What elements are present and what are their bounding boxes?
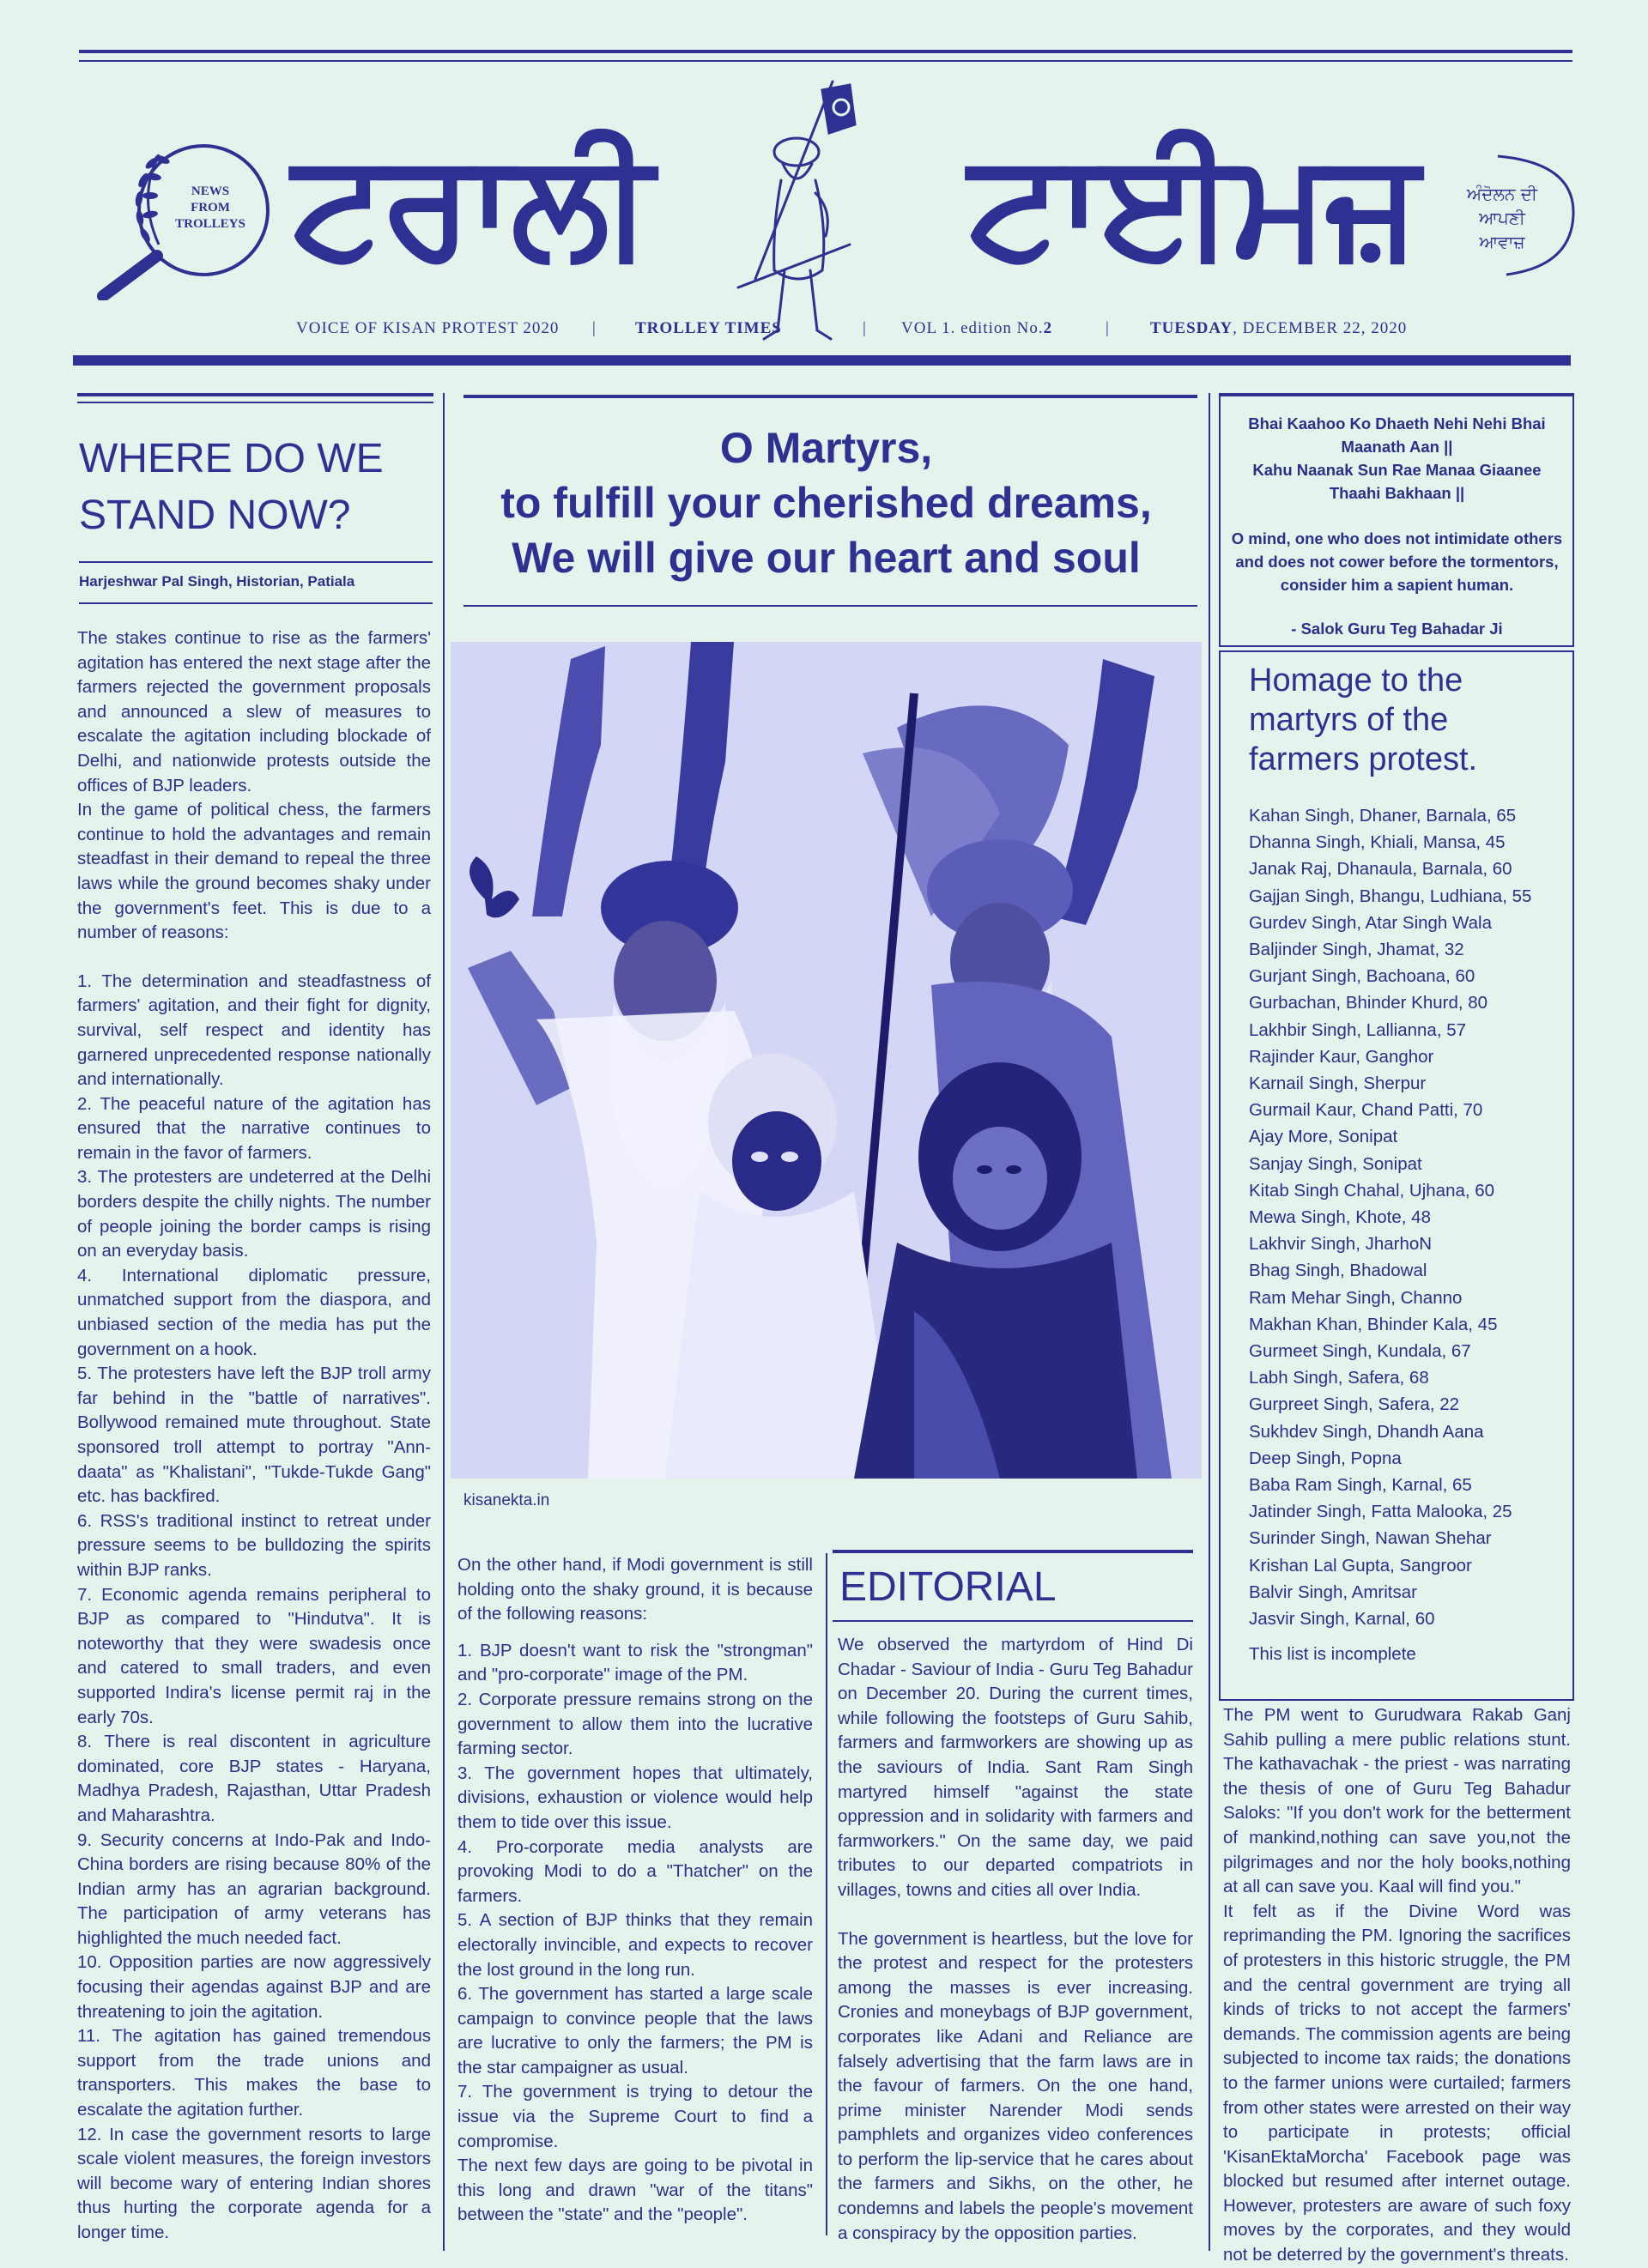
quote-line-4: Thaahi Bakhaan || <box>1329 484 1465 502</box>
left-point-1: 1. The determination and steadfastness of farmers' agitation, and their fight for dignity, survival, self respect and identity has garnered unprecedented response nationally and internationally. <box>77 971 431 1090</box>
center-point-6: 6. The government has started a large scale campaign to convince people that the laws are lucrative to only the farmers; the PM is the star campaigner as usual. <box>457 1984 813 2077</box>
left-col-rule-top2 <box>77 402 433 403</box>
martyr-item: Surinder Singh, Nawan Shehar <box>1249 1528 1492 1549</box>
logo-text <box>163 184 258 233</box>
left-point-9: 9. Security concerns at Indo-Pak and Indo-China borders are rising because 80% of the Indian army has an agrarian background. The participation of army veterans has highlighted the much needed fact. <box>77 1830 431 1948</box>
left-point-4: 4. International diplomatic pressure, unmatched support from the diaspora, and unbiased section of the media has put the government on a hook. <box>77 1265 431 1359</box>
right-story-para-2: It felt as if the Divine Word was reprimanding the PM. Ignoring the sacrifices of protesters in this historic struggle, the PM and the central government are trying all kinds of tricks to not accept the farmers' demands. The commission agents are being subjected to income tax raids; the donations to the farmer unions were curtailed; farmers from other states were arrested on their way to participate in protests; official 'KisanEktaMorcha' Facebook page was blocked but resumed after internet outage. However, protesters are aware of such foxy moves by the corporates, and they would not be deterred by the government's threats. <box>1223 1901 1571 2265</box>
martyr-item: Gurmail Kaur, Chand Patti, 70 <box>1249 1100 1483 1121</box>
left-point-7: 7. Economic agenda remains peripheral to BJP as compared to "Hindutva". It is noteworthy that they were swadesis once and catered to small traders, and even supported Indira's license permit raj in the early 70s. <box>77 1584 431 1727</box>
gurbani-quote <box>1223 412 1571 640</box>
right-col-divider <box>1209 393 1210 2251</box>
logo-line-3: TROLLEYS <box>175 217 245 231</box>
martyr-item: Jasvir Singh, Karnal, 60 <box>1249 1609 1435 1630</box>
meta-date <box>1150 319 1407 338</box>
center-point-3: 3. The government hopes that ultimately, divisions, exhaustion or violence would help them to tide over this issue. <box>457 1763 813 1832</box>
editorial-divider <box>826 1553 827 2235</box>
martyr-item: Mewa Singh, Khote, 48 <box>1249 1207 1431 1228</box>
martyr-item: Labh Singh, Safera, 68 <box>1249 1368 1429 1388</box>
tagline-line-2: ਆਪਣੀ <box>1479 208 1525 228</box>
martyr-item: Gurbachan, Bhinder Khurd, 80 <box>1249 993 1488 1013</box>
editorial-rule-top <box>833 1550 1193 1553</box>
martyr-item: Kahan Singh, Dhaner, Barnala, 65 <box>1249 806 1517 826</box>
left-byline-rule <box>79 602 433 604</box>
tagline-line-3: ਆਵਾਜ਼ <box>1479 232 1525 252</box>
martyr-item: Lakhvir Singh, JharhoN <box>1249 1234 1433 1255</box>
martyr-item: Sanjay Singh, Sonipat <box>1249 1153 1422 1174</box>
headline-line-1: O Martyrs, <box>719 424 933 472</box>
center-point-1: 1. BJP doesn't want to risk the "strongman" and "pro-corporate" image of the PM. <box>457 1640 813 1685</box>
center-outro: The next few days are going to be pivotal in this long and drawn "war of the titans" between the "state" and the "people". <box>457 2156 813 2225</box>
tagline-circle-arc <box>1489 146 1584 283</box>
right-story-body <box>1223 1703 1571 2268</box>
martyr-item: Baba Ram Singh, Karnal, 65 <box>1249 1475 1472 1496</box>
martyr-item: Dhanna Singh, Khiali, Mansa, 45 <box>1249 832 1506 853</box>
quote-attribution: - Salok Guru Teg Bahadar Ji <box>1291 620 1503 638</box>
martyr-item: Ram Mehar Singh, Channo <box>1249 1287 1463 1308</box>
left-point-6: 6. RSS's traditional instinct to retreat under pressure seems to be bulldozing the spirits within BJP ranks. <box>77 1510 431 1580</box>
left-article-body <box>77 626 431 2246</box>
meta-day: TUESDAY <box>1150 319 1233 337</box>
left-intro-2: In the game of political chess, the farmers continue to hold the advantages and remain steadfast in their demand to repeal the three laws while the ground becomes shaky under the government's feet. This is due to a number of reasons: <box>77 800 431 943</box>
quote-line-2: Maanath Aan || <box>1341 438 1453 456</box>
logo-line-1: NEWS <box>191 184 230 198</box>
martyr-item: Makhan Khan, Bhinder Kala, 45 <box>1249 1314 1498 1334</box>
martyr-item: Lakhbir Singh, Lallianna, 57 <box>1249 1019 1467 1040</box>
farmer-with-flag-illustration <box>721 73 876 348</box>
center-point-5: 5. A section of BJP thinks that they remain electorally invincible, and expects to recover the lost ground in the long run. <box>457 1910 813 1980</box>
meta-volume <box>901 319 1052 338</box>
martyr-item: Jatinder Singh, Fatta Malooka, 25 <box>1249 1502 1512 1522</box>
left-point-5: 5. The protesters have left the BJP troll army far behind in the "battle of narratives". Bollywood remained mute throughout. State sponsored troll attempt to portray "Ann-daata" as "Khalistani", "Tukde-Tukde Gang" etc. has backfired. <box>77 1364 431 1507</box>
top-rule-thin <box>79 60 1572 62</box>
left-intro: The stakes continue to rise as the farmers' agitation has entered the next stage after the farmers rejected the government proposals and announced a slew of measures to escalate the agitation including blockade of Delhi, and nationwide protests outside the offices of BJP leaders. <box>77 628 431 795</box>
quote-line-3: Kahu Naanak Sun Rae Manaa Giaanee <box>1252 461 1542 479</box>
martyr-item: Kitab Singh Chahal, Ujhana, 60 <box>1249 1180 1495 1201</box>
center-point-2: 2. Corporate pressure remains strong on the government to allow them into the lucrative farming sector. <box>457 1689 813 1759</box>
meta-sep-3: | <box>1106 319 1110 337</box>
editorial-para-1: We observed the martyrdom of Hind Di Chadar - Saviour of India - Guru Teg Bahadur on December 20. During the current times, while following the footsteps of Guru Sahib, farmers and farmworkers are showing up as the saviours of India. Sant Ram Singh martyred himself "against the state oppression and in solidarity with farmers and farmworkers." On the same day, we paid tributes to our departed compatriots in villages, towns and cities all over India. <box>838 1635 1193 1900</box>
left-col-rule-top <box>77 393 433 396</box>
martyr-item: Krishan Lal Gupta, Sangroor <box>1249 1555 1472 1576</box>
left-point-2: 2. The peaceful nature of the agitation has ensured that the narrative continues to remain in the favor of farmers. <box>77 1093 431 1163</box>
left-point-10: 10. Opposition parties are now aggressively focusing their agendas against BJP and are threatening to join the agitation. <box>77 1952 431 2022</box>
center-headline-rule <box>464 605 1197 607</box>
tagline-line-1: ਅੰਦੋਲਨ ਦੀ <box>1466 184 1538 204</box>
martyrs-list <box>1249 802 1531 1668</box>
masthead-rule-thick <box>73 355 1571 366</box>
left-point-3: 3. The protesters are undeterred at the Delhi borders despite the chilly nights. The number of people joining the border camps is rising on an everyday basis. <box>77 1167 431 1261</box>
martyr-item: Rajinder Kaur, Ganghor <box>1249 1046 1434 1067</box>
quote-line-1: Bhai Kaahoo Ko Dhaeth Nehi Nehi Bhai <box>1248 414 1546 432</box>
martyr-item: Karnail Singh, Sherpur <box>1249 1074 1427 1094</box>
martyr-item: Baljinder Singh, Jhamat, 32 <box>1249 940 1464 960</box>
image-credit: kisanekta.in <box>464 1491 550 1509</box>
headline-line-3: We will give our heart and soul <box>512 534 1141 582</box>
left-point-8: 8. There is real discontent in agriculture dominated, core BJP states - Haryana, Madhya Pradesh, Rajasthan, Uttar Pradesh and Maharashtra. <box>77 1732 431 1825</box>
left-heading-line-2: STAND NOW? <box>79 493 351 538</box>
protest-painting <box>451 642 1202 1479</box>
left-point-12: 12. In case the government resorts to large scale violent measures, the foreign investors will become wary of entering Indian shores thus hurting the corporate agenda for a longer time. <box>77 2124 431 2242</box>
martyr-item: Bhag Singh, Bhadowal <box>1249 1261 1427 1281</box>
center-point-7: 7. The government is trying to detour the issue via the Supreme Court to find a compromise. <box>457 2082 813 2151</box>
left-col-divider <box>443 393 445 2251</box>
title-part-2: ਟਾਈਮਜ਼ <box>967 120 1416 290</box>
martyr-item: Balvir Singh, Amritsar <box>1249 1582 1417 1602</box>
meta-volume-num: 2 <box>1043 319 1053 337</box>
meta-name: TROLLEY TIMES <box>635 319 782 337</box>
meta-volume-label: VOL 1. edition No. <box>901 319 1044 337</box>
editorial-heading: EDITORIAL <box>839 1564 1057 1610</box>
meta-sep-2: | <box>863 319 867 337</box>
right-story-para-1: The PM went to Gurudwara Rakab Ganj Sahib pulling a mere public relations stunt. The kathavachak - the priest - was narrating the thesis of one of Guru Teg Bahadur Saloks: "If you don't work for the betterment of mankind,nothing can save you,not the pilgrimages and nor the holy books,nothing at all can save you. Kaal will find you." <box>1223 1705 1571 1897</box>
martyr-item: Gajjan Singh, Bhangu, Ludhiana, 55 <box>1249 886 1532 906</box>
martyr-item: Gurpreet Singh, Safera, 22 <box>1249 1394 1460 1415</box>
editorial-body <box>838 1633 1193 2246</box>
martyr-item: Gurdev Singh, Atar Singh Wala <box>1249 912 1492 933</box>
editorial-heading-rule <box>833 1620 1193 1622</box>
meta-sep-1: | <box>592 319 597 337</box>
left-heading-line-1: WHERE DO WE <box>79 436 384 481</box>
center-intro: On the other hand, if Modi government is still holding onto the shaky ground, it is because of the following reasons: <box>457 1555 813 1624</box>
martyr-item: Ajay More, Sonipat <box>1249 1127 1398 1147</box>
center-headline <box>459 420 1193 585</box>
list-note: This list is incomplete <box>1249 1644 1416 1665</box>
martyr-item: Gurmeet Singh, Kundala, 67 <box>1249 1341 1471 1362</box>
homage-heading: Homage to the martyrs of the farmers protest. <box>1249 662 1478 777</box>
left-byline: Harjeshwar Pal Singh, Historian, Patiala <box>79 573 355 590</box>
martyr-item: Deep Singh, Popna <box>1249 1448 1402 1468</box>
martyr-item: Sukhdev Singh, Dhandh Aana <box>1249 1421 1484 1442</box>
martyr-item: Janak Raj, Dhanaula, Barnala, 60 <box>1249 859 1512 880</box>
logo-line-2: FROM <box>191 201 230 215</box>
editorial-para-2: The government is heartless, but the love for the protest and respect for the protesters among the masses is ever increasing. Cronies and moneybags of BJP government, corporates like Adani and Reliance are falsely advertising that the farm laws are in the favour of farmers. On the one hand, prime minister Narender Modi sends pamphlets and organizes video conferences to perform the lip-service that he cares about the farmers and Sikhs, on the other, he condemns and labels the people's movement a conspiracy by the opposition parties. <box>838 1928 1193 2243</box>
center-continued-body <box>457 1553 813 2228</box>
left-point-11: 11. The agitation has gained tremendous support from the trade unions and transporters. This makes the base to escalate the agitation further. <box>77 2026 431 2120</box>
top-rule-thick <box>79 50 1572 53</box>
center-point-4: 4. Pro-corporate media analysts are provoking Modi to do a "Thatcher" on the farmers. <box>457 1836 813 1906</box>
quote-english: O mind, one who does not intimidate others and does not cower before the tormentors, consider him a sapient human. <box>1231 529 1563 594</box>
center-rule-top <box>464 395 1197 398</box>
left-heading-rule <box>79 561 433 563</box>
title-part-1: ਟਰਾਲੀ <box>292 120 651 290</box>
meta-voice: VOICE OF KISAN PROTEST 2020 <box>296 319 560 337</box>
headline-line-2: to fulfill your cherished dreams, <box>500 479 1152 527</box>
left-heading <box>79 431 384 544</box>
martyr-item: Gurjant Singh, Bachoana, 60 <box>1249 966 1475 987</box>
meta-date-text: , DECEMBER 22, 2020 <box>1233 319 1408 337</box>
